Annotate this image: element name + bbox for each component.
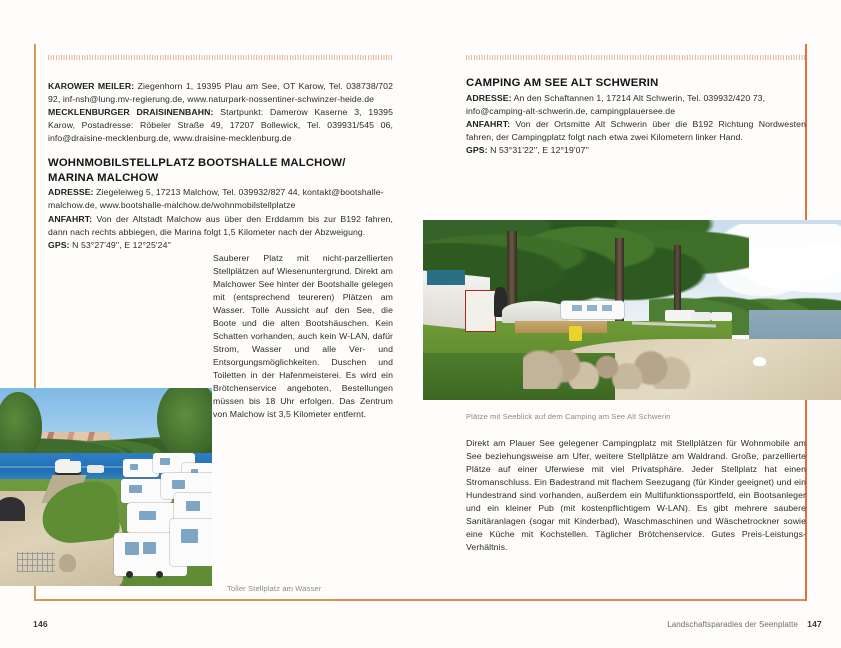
entry-karower-meiler	[48, 80, 393, 106]
small-boat	[87, 465, 104, 473]
gps-text: N 53°31'22'', E 12°19'07''	[490, 144, 589, 155]
gps-line	[48, 239, 393, 252]
directions-line	[466, 118, 806, 144]
frame-bottom-rule	[330, 599, 806, 601]
running-head: Landschaftsparadies der Seenplatte	[667, 620, 798, 629]
motorhome	[170, 519, 212, 567]
folio-left-page: 146	[33, 619, 48, 629]
swan	[753, 357, 766, 366]
yellow-marker	[569, 326, 582, 340]
directions-text: Von der Ortsmitte Alt Schwerin über die B192 Richtung Nordwesten fahren, der Campingplatz folgt nach etwa zwei Kilometern linker Hand.	[466, 118, 806, 142]
fence	[17, 552, 55, 572]
address-label: ADRESSE:	[48, 187, 94, 198]
right-body-text: Direkt am Plauer See gelegener Campingplatz mit Stellplätzen für Wohnmobile am See beziehungsweise am Ufer, weitere Stellplätze am Waldrand. Große, parzellierte Plätze auf einer Uferwiese mit viel Privatsphäre. Jeder Stellplatz hat einen Stromanschluss. Ein Badestrand mit flachem Seezugang (für Kinder geeignet) und ein Hundestrand sind vorhanden, außerdem ein Multifunktionssportfeld, ein Bootsanleger und ein kleiner Pub (mit kostenpflichtigem W-LAN). Es gibt mehrere saubere Sanitäranlagen (sogar mit Kinderbad), Waschmaschinen und Wäschetrockner sowie eine Küche mit Kochstellen. Täglicher Brötchenservice. Gutes Preis-Leistungs-Verhältnis.	[466, 438, 806, 553]
entry-label: MECKLENBURGER DRAISINENBAHN:	[48, 107, 214, 118]
folio-right-page: 147	[807, 619, 822, 629]
photo-stellplatz-malchow	[0, 388, 212, 586]
left-body-text: Sauberer Platz mit nicht-parzellierten Stellplätzen auf Wiesenuntergrund. Direkt am Malchower See hinter der Bootshalle gelegen mit (entsprechend teureren) Plätzen am Wasser. Tolle Aussicht auf den See, die Boote und die alten Bootshäuschen. Kein Schatten vorhanden, auch kein W-LAN, dafür Strom, Wasser und alle Ver- und Entsorgungsmöglichkeiten. Duschen und Toiletten in der Hafenmeisterei. Es wird ein Brötchenservice angeboten, Bestellungen müssen bis 18 Uhr erfolgen. Das Zentrum von Malchow ist 3,5 Kilometer entfernt.	[213, 252, 393, 420]
decorative-hatch-rule-right	[466, 55, 806, 60]
address-label: ADRESSE:	[466, 92, 512, 103]
tent-row	[502, 301, 569, 323]
section-heading-camping-am-see-alt-schwerin: CAMPING AM SEE ALT SCHWERIN	[466, 77, 659, 89]
directions-label: ANFAHRT:	[466, 118, 511, 129]
entry-text: Startpunkt: Damerow Kaserne 3, 19395 Karow, Postadresse: Röbeler Straße 49, 17207 Bollewick, Tel. 039931/545 06, info@draisine-mecklenburg.de, www.draisine-mecklenburg.de	[48, 107, 393, 144]
photo-camping-alt-schwerin	[423, 220, 841, 400]
address-text: An den Schaftannen 1, 17214 Alt Schwerin, Tel. 039932/420 73, info@camping-alt-schwerin.de, campingplauersee.de	[466, 92, 766, 116]
gps-label: GPS:	[48, 239, 70, 250]
address-text: Ziegeleiweg 5, 17213 Malchow, Tel. 039932/827 44, kontakt@bootshalle-malchow.de, www.bootshalle-malchow.de/wohnmobilstellplatze	[48, 187, 384, 211]
entry-text: Ziegenhorn 1, 19395 Plau am See, OT Karow, Tel. 038738/702 92, inf-nsh@lung.mv-regierung.de, www.naturpark-nossentiner-schwinzer-heide.de	[48, 81, 393, 105]
directions-label: ANFAHRT:	[48, 213, 93, 224]
blue-sign	[70, 453, 81, 461]
address-line	[48, 186, 393, 212]
right-column	[466, 76, 806, 157]
photo-left-scene	[0, 388, 212, 586]
caravan	[561, 301, 624, 319]
caravan-distant	[691, 312, 712, 321]
caravan-distant	[711, 312, 732, 321]
photo-right-scene	[423, 220, 841, 400]
windbreak-screen	[515, 321, 607, 334]
info-banner	[465, 290, 496, 332]
gps-line	[466, 144, 806, 157]
caption-right-photo: Plätze mit Seeblick auf dem Camping am See Alt Schwerin	[466, 412, 671, 421]
awning-roof	[427, 270, 465, 284]
dark-tent	[0, 497, 25, 521]
shore-rocks	[523, 350, 690, 390]
frame-left-bottom-rule	[34, 599, 330, 601]
directions-line	[48, 213, 393, 239]
entry-label: KAROWER MEILER:	[48, 81, 135, 91]
section-heading-bootshalle-malchow: WOHNMOBILSTELLPLATZ BOOTSHALLE MALCHOW/ MARINA MALCHOW	[48, 157, 346, 184]
boat	[55, 459, 80, 473]
caption-left-photo: Toller Stellplatz am Wasser	[227, 584, 322, 593]
decorative-hatch-rule-left	[48, 55, 394, 60]
address-line	[466, 92, 806, 118]
directions-text: Von der Altstadt Malchow aus über den Erddamm bis zur B192 fahren, dann nach rechts abbiegen, die Marina folgt 1,5 Kilometer nach der Abzweigung.	[48, 213, 393, 237]
gps-text: N 53°27'49'', E 12°25'24''	[72, 239, 171, 250]
spacer	[48, 145, 393, 156]
entry-draisinenbahn	[48, 106, 393, 145]
right-body-block	[466, 437, 806, 554]
gps-label: GPS:	[466, 144, 488, 155]
rock	[59, 554, 76, 572]
